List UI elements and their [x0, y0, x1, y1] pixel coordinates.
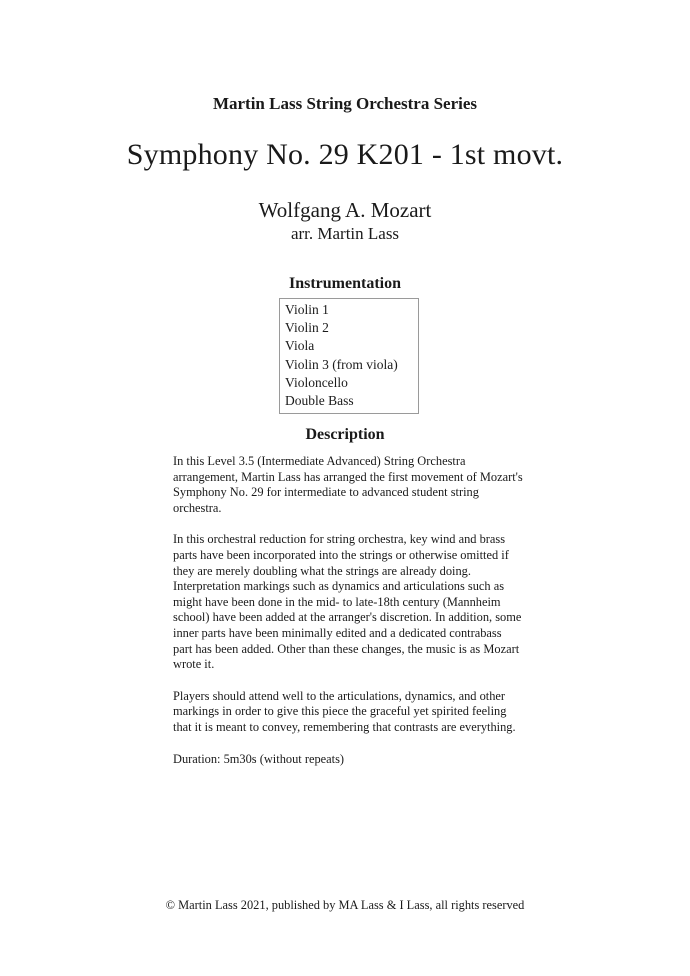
- description-paragraph: Players should attend well to the articulations, dynamics, and other markings in order to give this piece the graceful yet spirited feeling that it is meant to convey, remembering that contrasts are everything.: [173, 688, 516, 734]
- duration-text: Duration: 5m30s (without repeats): [173, 751, 345, 766]
- instrument-item: Viola: [285, 338, 315, 354]
- instrument-item: Double Bass: [285, 393, 354, 409]
- instrumentation-heading: Instrumentation: [288, 275, 401, 292]
- description-heading: Description: [305, 426, 385, 443]
- description-paragraph: In this Level 3.5 (Intermediate Advanced) String Orchestra arrangement, Martin Lass has arranged the first movement of Mozart's Symphony No. 29 for intermediate to advanced student string orchestra.: [173, 454, 523, 515]
- arranger-credit: arr. Martin Lass: [290, 224, 400, 243]
- instrument-item: Violin 1: [285, 302, 329, 317]
- instrument-item: Violin 3 (from viola): [285, 356, 398, 372]
- description-body: [173, 454, 523, 783]
- composer-name: Wolfgang A. Mozart: [258, 198, 432, 222]
- instrumentation-list: [279, 298, 419, 414]
- series-name: Martin Lass String Orchestra Series: [212, 94, 478, 113]
- instrument-item: Violin 2: [285, 320, 329, 336]
- description-paragraph: In this orchestral reduction for string orchestra, key wind and brass parts have been incorporated into the strings or otherwise omitted if they are merely doubling what the strings are already doing. Interpretation markings such as dynamics and articulations such as might have been done in the mid- to late-18th century (Mannheim school) have been added at the arranger's discretion. In addition, some inner parts have been minimally edited and a dedicated contrabass part has been added. Other than these changes, the music is as Mozart wrote it.: [173, 532, 522, 672]
- page-title: Symphony No. 29 K201 - 1st movt.: [126, 138, 564, 171]
- copyright-footer: © Martin Lass 2021, published by MA Lass & I Lass, all rights reserved: [165, 898, 525, 912]
- instrument-item: Violoncello: [285, 374, 348, 390]
